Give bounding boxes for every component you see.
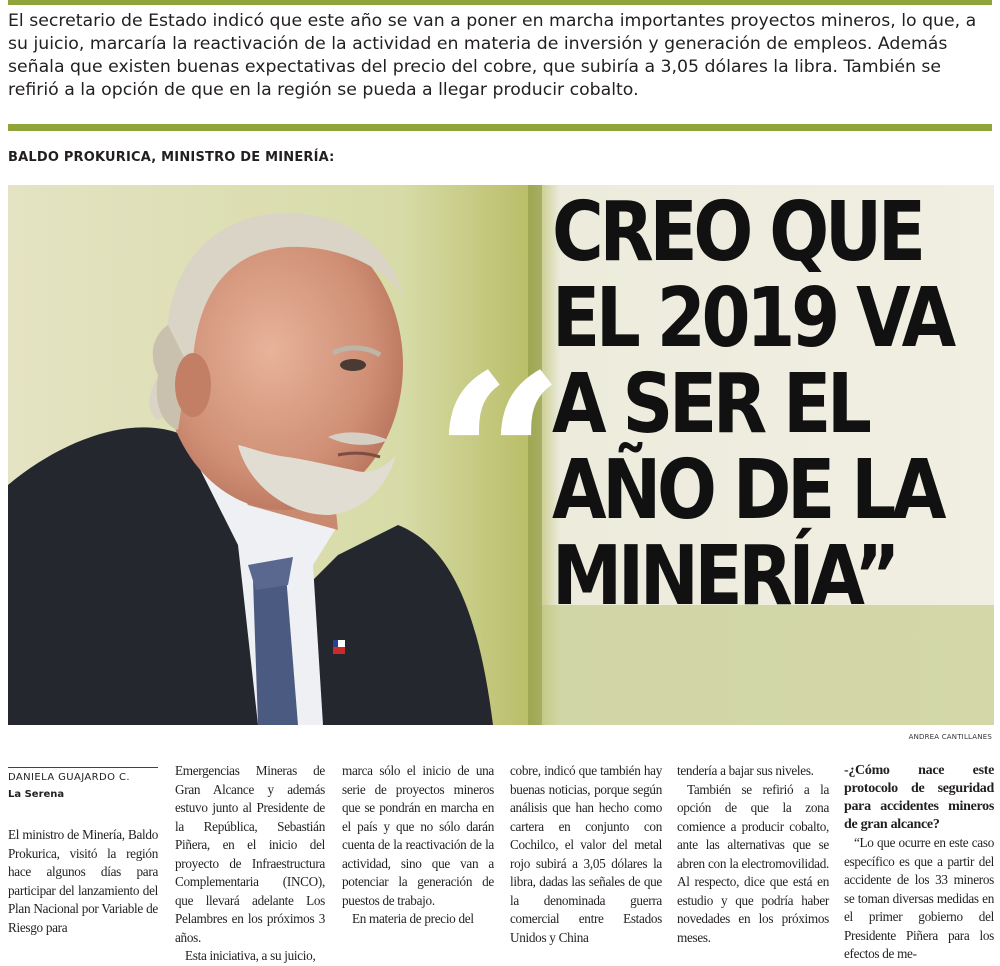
article-paragraph: También se refirió a la opción de que la zona comience a producir cobalto, ante las alternativas que se abren con la electromovilidad. Al respecto, dice que está en estudio y que podría haber novedades en los próximos meses. <box>677 781 829 945</box>
article-paragraph: tendería a bajar sus niveles. <box>677 763 814 778</box>
article-column-2 <box>175 762 325 966</box>
headline-line: CREO QUE <box>552 185 922 280</box>
headline-line: A SER EL <box>552 357 868 452</box>
quote-mark: “ <box>433 325 566 595</box>
article-paragraph: Esta iniciativa, a su juicio, <box>185 948 316 963</box>
article-column-3 <box>342 762 494 929</box>
byline-rule <box>8 767 158 768</box>
article-column-5 <box>677 762 829 947</box>
headline-line: EL 2019 VA <box>552 271 952 366</box>
dateline-place: La Serena <box>8 789 65 800</box>
headline-line: MINERÍA” <box>552 529 897 624</box>
article-column-4 <box>510 762 662 947</box>
article-paragraph: En materia de precio del <box>352 911 474 926</box>
article-paragraph: Emergencias Mineras de Gran Alcance y además estuvo junto al Presidente de la República, Sebastián Piñera, en el inicio del proyecto de Infraestructura Complementaria (INCO), que llevará adelante Los Pelambres en los próximos 3 años. <box>175 763 325 945</box>
photo-credit: ANDREA CANTILLANES <box>908 733 992 741</box>
interview-question: -¿Cómo nace este protocolo de seguridad para accidentes mineros de gran alcance? <box>844 763 994 832</box>
section-rule <box>8 124 992 131</box>
article-column-6 <box>844 762 994 964</box>
article-paragraph: “Lo que ocurre en este caso específico es que a partir del accidente de los 33 mineros se toman diversas medidas en el primer gobierno del Presidente Piñera para los efectos de me- <box>844 835 994 961</box>
lead-paragraph: El secretario de Estado indicó que este año se van a poner en marcha importantes proyectos mineros, lo que, a su juicio, marcaría la reactivación de la actividad en materia de inversión y generación de empleos. Además señala que existen buenas expectativas del precio del cobre, que subiría a 3,05 dólares la libra. También se refirió a la opción de que en la región se pueda a llegar producir cobalto. <box>8 11 977 100</box>
top-rule <box>8 0 992 5</box>
kicker: BALDO PROKURICA, MINISTRO DE MINERÍA: <box>8 150 335 165</box>
article-column-1 <box>8 826 158 937</box>
byline: DANIELA GUAJARDO C. <box>8 772 130 783</box>
article-paragraph: marca sólo el inicio de una serie de proyectos mineros que se pondrán en marcha en el país y que no sólo darán cuenta de la reactivación de la actividad, sino que van a potenciar la generación de puestos de trabajo. <box>342 763 494 908</box>
headline-line: AÑO DE LA <box>552 443 943 538</box>
headline <box>552 185 952 624</box>
article-paragraph: El ministro de Minería, Baldo Prokurica, visitó la región hace algunos días para participar del lanzamiento del Plan Nacional por Variable de Riesgo para <box>8 827 158 935</box>
article-paragraph: cobre, indicó que también hay buenas noticias, porque según análisis que han hecho como cartera en conjunto con Cochilco, el valor del metal rojo subirá a 3,05 dólares la libra, dadas las señales de que la denominada guerra comercial entre Estados Unidos y China <box>510 763 662 945</box>
